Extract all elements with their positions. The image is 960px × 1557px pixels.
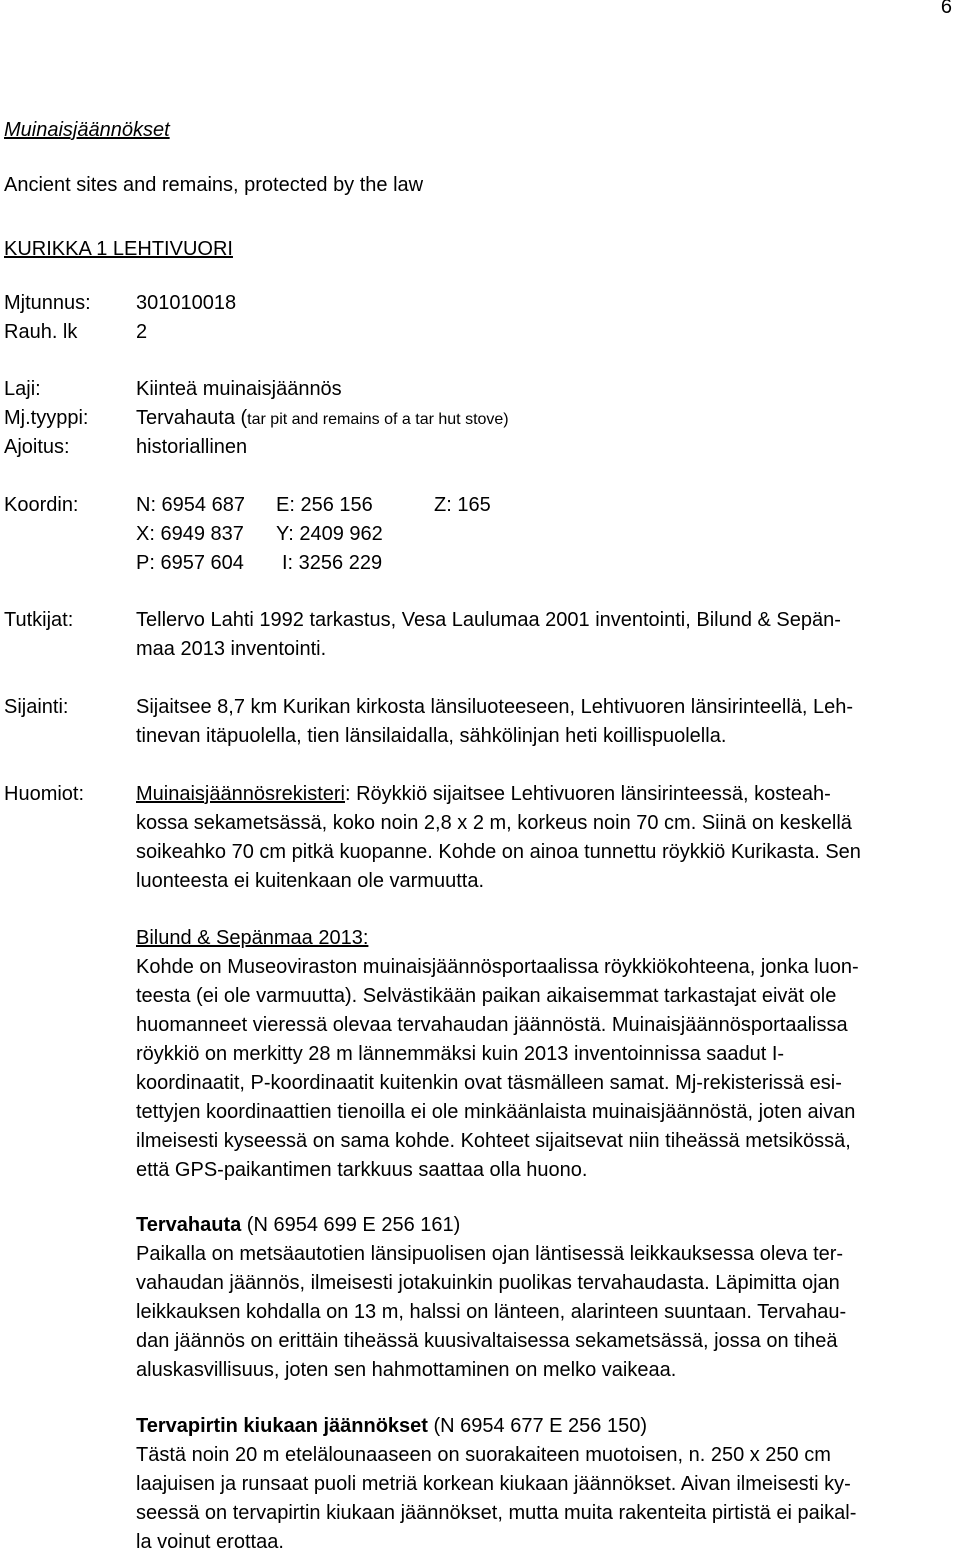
tervahauta-heading: Tervahauta (136, 1214, 242, 1236)
text-line: Sijaitsee 8,7 km Kurikan kirkosta länsiluoteeseen, Lehtivuoren länsirinteellä, Leh- (136, 696, 854, 718)
koordin-label: Koordin: (4, 494, 79, 516)
text-line: seessä on tervapirtin kiukaan jäännökset, mutta muita rakenteita pirtistä ei paikal- (136, 1502, 857, 1524)
text-line: teesta (ei ole varmuutta). Selvästikään paikan aikaisemmat tarkastajat eivät ole (136, 985, 837, 1007)
huomiot-label: Huomiot: (4, 783, 85, 805)
coord-z: Z: 165 (434, 494, 491, 516)
coord-x: X: 6949 837 (136, 523, 244, 545)
coord-i: I: 3256 229 (282, 552, 383, 574)
tervapirtti-section (136, 1412, 960, 1557)
coord-p: P: 6957 604 (136, 552, 244, 574)
rauh-label: Rauh. lk (4, 321, 78, 343)
coord-row-1 (136, 491, 491, 520)
page-number: 6 (940, 0, 952, 18)
sijainti-label: Sijainti: (4, 696, 69, 718)
huomiot-heading: Muinaisjäännösrekisteri (136, 783, 345, 805)
coord-y: Y: 2409 962 (276, 523, 383, 545)
text-line: että GPS-paikantimen tarkkuus saattaa olla huono. (136, 1159, 588, 1181)
text-line: leikkauksen kohdalla on 13 m, halssi on länteen, alarinteen suuntaan. Tervahau- (136, 1301, 847, 1323)
coord-n: N: 6954 687 (136, 494, 245, 516)
tyyppi-label: Mj.tyyppi: (4, 407, 89, 429)
bilund-heading: Bilund & Sepänmaa 2013: (136, 927, 369, 949)
site-title: KURIKKA 1 LEHTIVUORI (4, 238, 233, 260)
text-line: Kohde on Museoviraston muinaisjäännösportaalissa röykkiökohteena, jonka luon- (136, 956, 859, 978)
tyyppi-value (136, 404, 509, 434)
text-line: aluskasvillisuus, joten sen hahmottaminen on melko vaikeaa. (136, 1359, 677, 1381)
text-line: tinevan itäpuolella, tien länsilaidalla, sähkölinjan heti koillispuolella. (136, 725, 727, 747)
tervahauta-heading-line (136, 1211, 960, 1240)
rauh-value: 2 (136, 321, 148, 343)
text-line: vahaudan jäännös, ilmeisesti jotakuinkin puolikas tervahaudasta. Läpimitta ojan (136, 1272, 840, 1294)
tyyppi-value-main: Tervahauta ( (136, 407, 248, 429)
laji-value: Kiinteä muinaisjäännös (136, 378, 342, 400)
text-line: Tellervo Lahti 1992 tarkastus, Vesa Laulumaa 2001 inventointi, Bilund & Sepän- (136, 609, 841, 631)
huomiot-text (136, 780, 960, 896)
tervahauta-coords: (N 6954 699 E 256 161) (241, 1214, 461, 1236)
text-line: maa 2013 inventointi. (136, 638, 327, 660)
text-line (136, 780, 960, 809)
text-line: koordinaatit, P-koordinaatit kuitenkin ovat täsmälleen samat. Mj-rekisterissä esi- (136, 1072, 842, 1094)
text-line: dan jäännös on erittäin tiheässä kuusivaltaisessa sekametsässä, jossa on tiheä (136, 1330, 838, 1352)
text-line: röykkiö on merkitty 28 m lännemmäksi kuin 2013 inventoinnissa saadut I- (136, 1043, 785, 1065)
tervapirtti-coords: (N 6954 677 E 256 150) (427, 1415, 647, 1437)
ajoitus-label: Ajoitus: (4, 436, 70, 458)
text-line: ilmeisesti kyseessä on sama kohde. Kohteet sijaitsevat niin tiheässä metsikössä, (136, 1130, 851, 1152)
coord-e: E: 256 156 (276, 494, 373, 516)
text-line: kossa sekametsässä, koko noin 2,8 x 2 m, korkeus noin 70 cm. Siinä on keskellä (136, 812, 852, 834)
text-line: Paikalla on metsäautotien länsipuolisen ojan läntisessä leikkauksessa oleva ter- (136, 1243, 844, 1265)
text-line: tettyjen koordinaattien tienoilla ei ole minkäänlaista muinaisjäännöstä, joten aivan (136, 1101, 856, 1123)
text-line: luonteesta ei kuitenkaan ole varmuutta. (136, 870, 484, 892)
subtitle: Ancient sites and remains, protected by the law (4, 174, 424, 196)
tervahauta-section (136, 1211, 960, 1385)
mjtunnus-value: 301010018 (136, 292, 237, 314)
ajoitus-value: historiallinen (136, 436, 248, 458)
laji-label: Laji: (4, 378, 41, 400)
coord-row-2 (136, 520, 383, 549)
huomiot-first-line: : Röykkiö sijaitsee Lehtivuoren länsirinteessä, kosteah- (344, 783, 831, 805)
coord-row-3 (136, 549, 382, 578)
bilund-section (136, 924, 960, 1185)
text-line: la voinut erottaa. (136, 1531, 284, 1553)
sijainti-text (136, 693, 960, 751)
mjtunnus-label: Mjtunnus: (4, 292, 91, 314)
text-line: soikeahko 70 cm pitkä kuopanne. Kohde on ainoa tunnettu röykkiö Kurikasta. Sen (136, 841, 861, 863)
tyyppi-value-note: tar pit and remains of a tar hut stove) (247, 411, 509, 428)
text-line: Tästä noin 20 m etelälounaaseen on suorakaiteen muotoisen, n. 250 x 250 cm (136, 1444, 831, 1466)
section-title: Muinaisjäännökset (4, 119, 170, 141)
tervapirtti-heading: Tervapirtin kiukaan jäännökset (136, 1415, 428, 1437)
tutkijat-label: Tutkijat: (4, 609, 74, 631)
tutkijat-text (136, 606, 960, 664)
text-line: huomanneet vieressä olevaa tervahaudan jäännöstä. Muinaisjäännösportaalissa (136, 1014, 848, 1036)
text-line: laajuisen ja runsaat puoli metriä korkean kiukaan jäännökset. Aivan ilmeisesti ky- (136, 1473, 851, 1495)
tervapirtti-heading-line (136, 1412, 960, 1441)
